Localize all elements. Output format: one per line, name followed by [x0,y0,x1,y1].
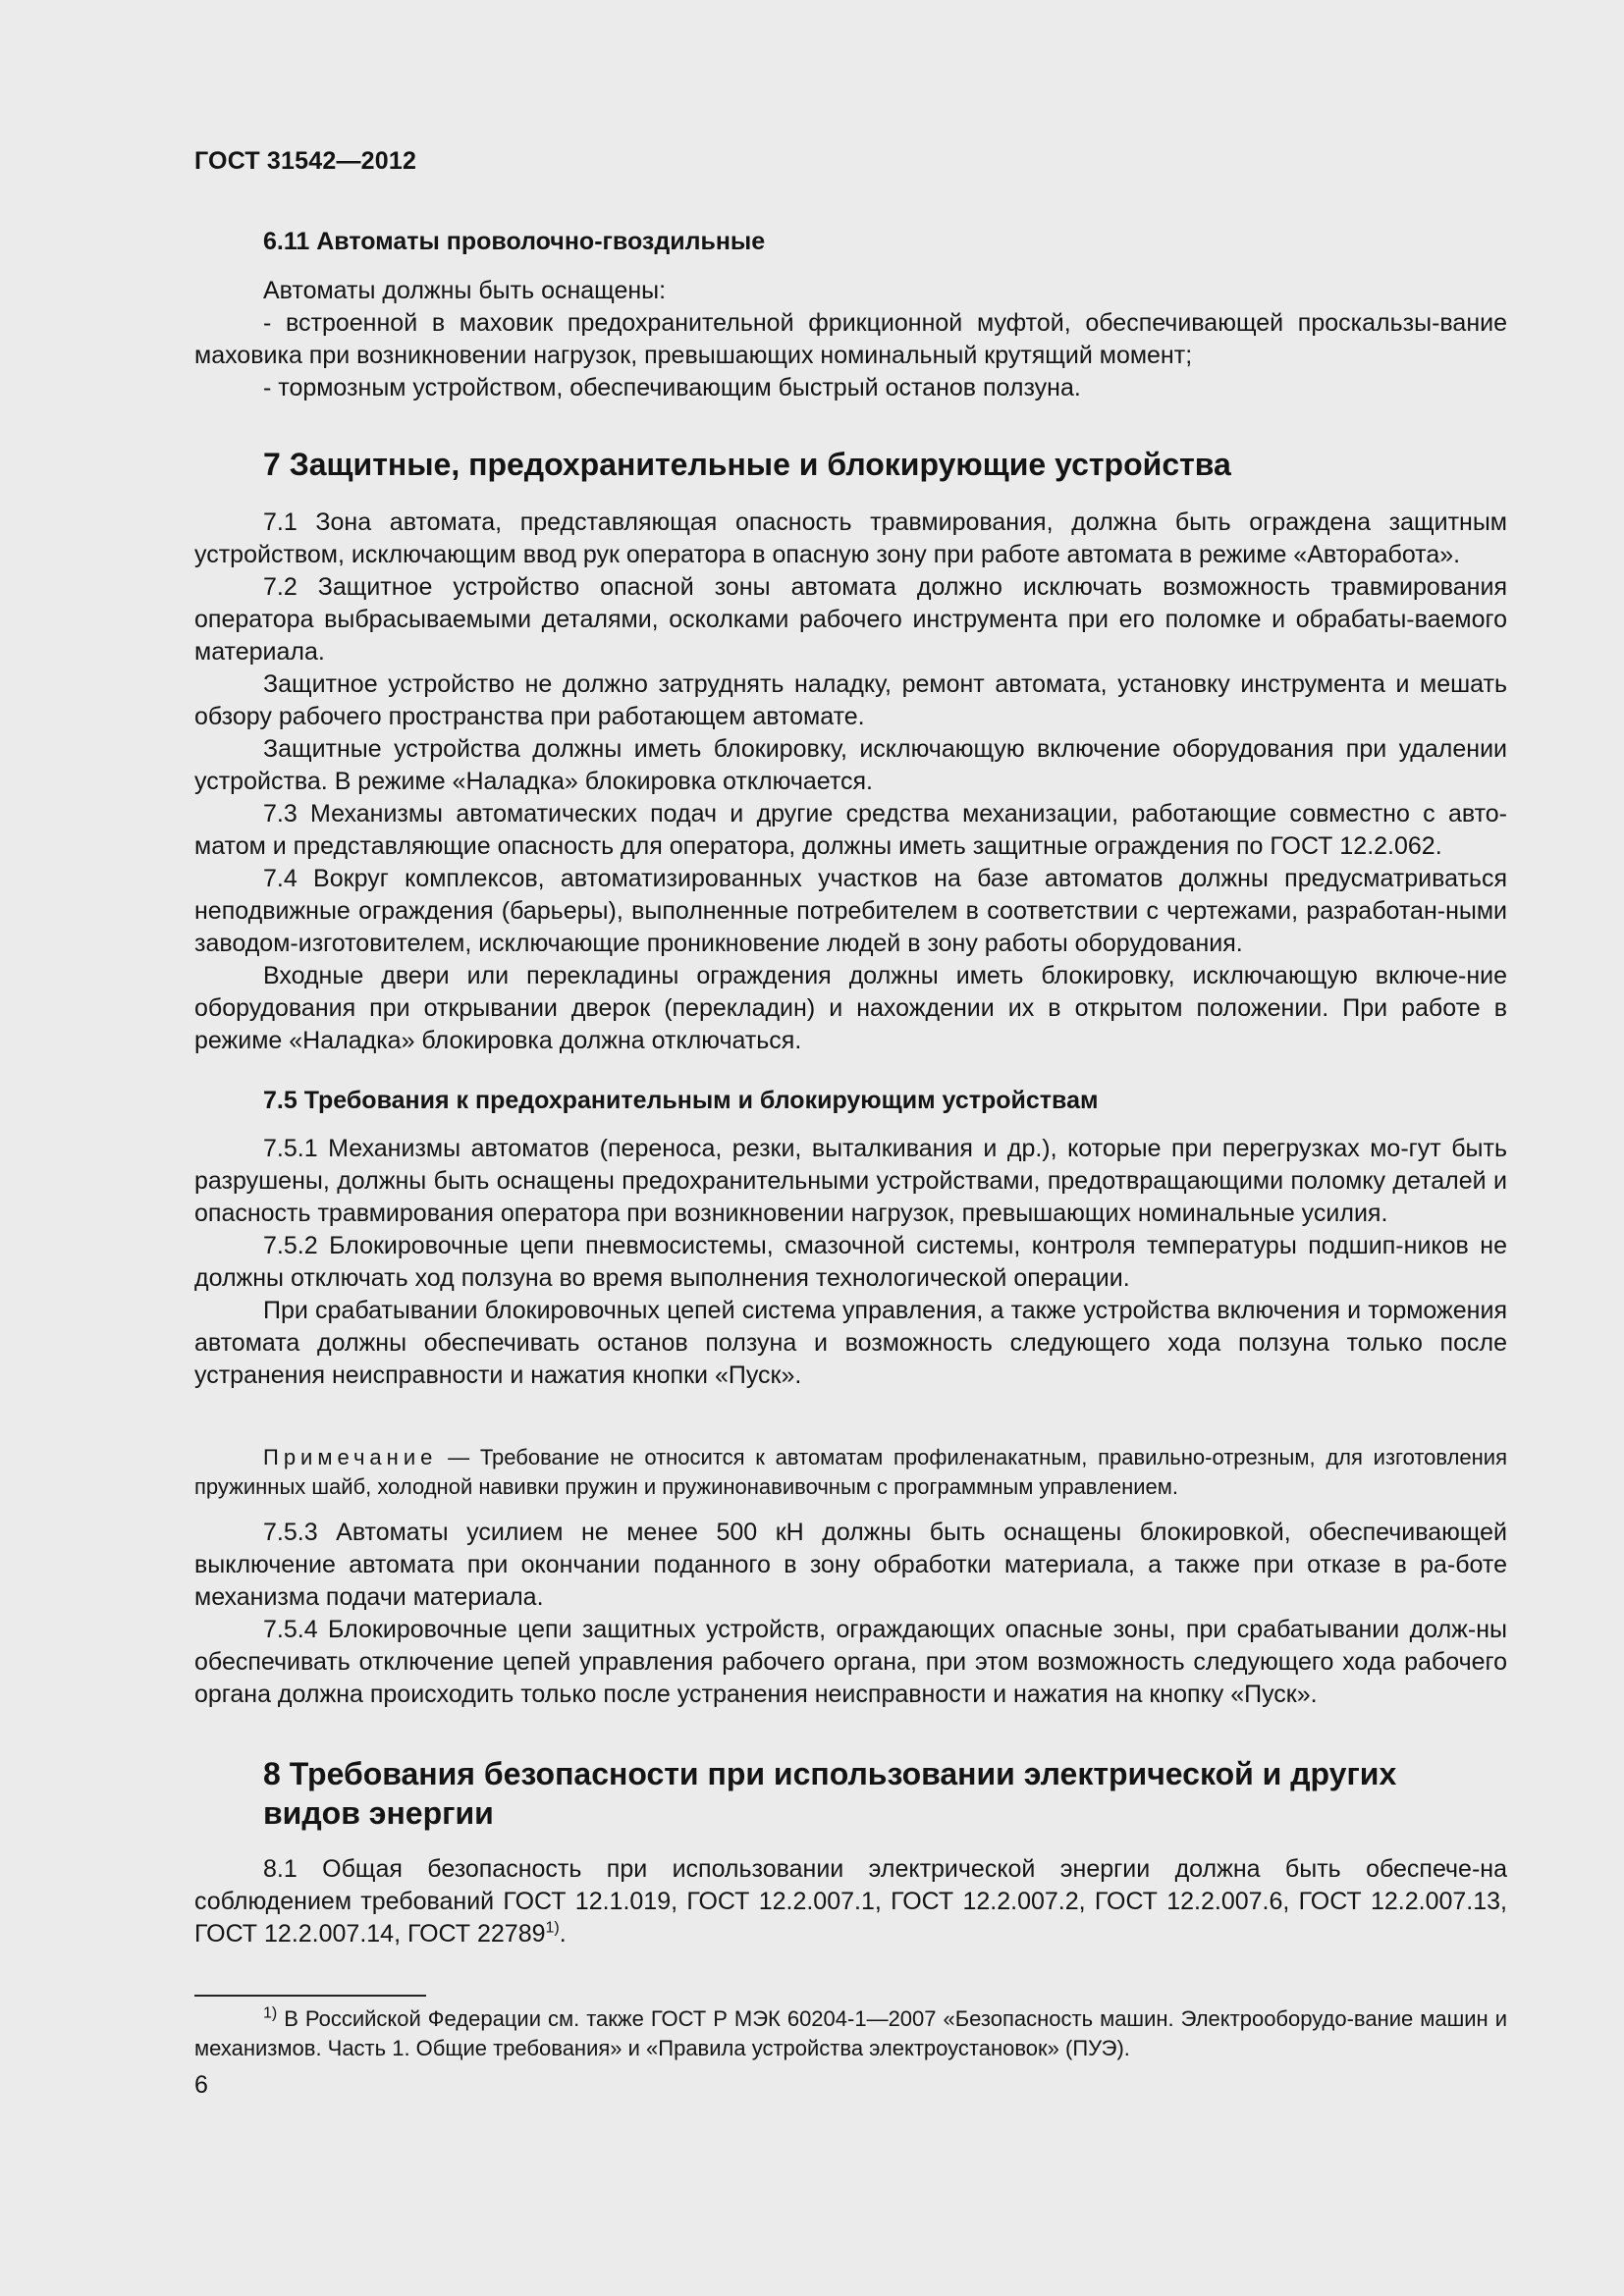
paragraph-end: . [559,1920,567,1948]
paragraph [194,1853,1507,1950]
paragraph: Защитное устройство не должно затруднять наладку, ремонт автомата, установку инструмента и мешать обзору рабочего пространства при работающем автомате. [194,670,1507,730]
paragraph-text: 8.1 Общая безопасность при использовании электрической энергии должна быть обеспече-на соблюдением требований ГОСТ 12.1.019, ГОСТ 12.2.007.1, ГОСТ 12.2.007.2, ГОСТ 12.2.007.6, ГОСТ 12.2.007.13, ГОСТ 12.2.007.14, ГОСТ 22789 [194,1855,1507,1948]
paragraph: - встроенной в маховик предохранительной фрикционной муфтой, обеспечивающей проскальзы-вание маховика при возникновении нагрузок, превышающих номинальный крутящий момент; [194,309,1507,369]
paragraph: 7.1 Зона автомата, представляющая опасность травмирования, должна быть ограждена защитным устройством, исключающим ввод рук оператора в опасную зону при работе автомата в режиме «Авторабота». [194,508,1507,568]
paragraph: 7.3 Механизмы автоматических подач и другие средства механизации, работающие совместно с авто-матом и представляющие опасность для оператора, должны иметь защитные ограждения по ГОСТ 12.2.062. [194,800,1507,860]
paragraph: Автоматы должны быть оснащены: [263,277,667,304]
section-8 [194,1754,1507,1833]
footnote-block [194,2004,1507,2063]
paragraph: Защитные устройства должны иметь блокировку, исключающую включение оборудования при удалении устройства. В режиме «Наладка» блокировка отключается. [194,735,1507,795]
section-8-heading-line1: 8 Требования безопасности при использовании электрической и других [263,1756,1397,1791]
section-6-11-body [194,275,1507,404]
footnote-text: В Российской Федерации см. также ГОСТ Р МЭК 60204-1—2007 «Безопасность машин. Электрооборудо-вание машин и механизмов. Часть 1. Общие требования» и «Правила устройства электроустановок» (ПУЭ). [194,2006,1507,2060]
section-7-body [194,507,1507,1057]
note [194,1443,1507,1502]
paragraph: 7.5.4 Блокировочные цепи защитных устройств, ограждающих опасные зоны, при срабатывании долж-ны обеспечивать отключение цепей управления рабочего органа, при этом возможность следующего хода рабочего органа должна происходить только после устранения неисправности и нажатия на кнопку «Пуск». [194,1616,1507,1708]
section-6-11 [194,228,1507,256]
paragraph: 7.4 Вокруг комплексов, автоматизированных участков на базе автоматов должны предусматриваться неподвижные ограждения (барьеры), выполненные потребителем в соответствии с чертежами, разработан-ными заводом-изготовителем, исключающие проникновение людей в зону работы оборудования. [194,865,1507,957]
section-7-5 [194,1087,1507,1115]
paragraph: 7.2 Защитное устройство опасной зоны автомата должно исключать возможность травмирования оператора выбрасываемыми деталями, осколками рабочего инструмента при его поломке и обрабаты-ваемого материала. [194,573,1507,666]
paragraph: Входные двери или перекладины ограждения должны иметь блокировку, исключающую включе-ние оборудования при открывании дверок (перекладин) и нахождении их в открытом положении. При работе в режиме «Наладка» блокировка должна отключаться. [194,962,1507,1054]
paragraph: 7.5.1 Механизмы автоматов (переноса, резки, выталкивания и др.), которые при перегрузках мо-гут быть разрушены, должны быть оснащены предохранительными устройствами, предотвращающими поломку деталей и опасность травмирования оператора при возникновении нагрузок, превышающих номинальные усилия. [194,1135,1507,1227]
section-7 [194,445,1507,484]
paragraph: При срабатывании блокировочных цепей система управления, а также устройства включения и торможения автомата должны обеспечивать останов ползуна и возможность следующего хода ползуна только после устранения неисправности и нажатия кнопки «Пуск». [194,1297,1507,1389]
paragraph: 7.5.3 Автоматы усилием не менее 500 кН должны быть оснащены блокировкой, обеспечивающей выключение автомата при окончании поданного в зону обработки материала, а также при отказе в ра-боте механизма подачи материала. [194,1519,1507,1611]
footnote-ref[interactable]: 1) [545,1919,560,1937]
section-7-5-body [194,1133,1507,1392]
paragraph: 7.5.2 Блокировочные цепи пневмосистемы, смазочной системы, контроля температуры подшип-ников не должны отключать ход ползуна во время выполнения технологической операции. [194,1232,1507,1292]
footnote-divider [194,1995,426,1997]
page-number: 6 [194,2071,208,2099]
section-8-heading-line2: видов энергии [263,1795,494,1831]
section-8-body [194,1853,1507,1950]
footnote [194,2004,1507,2063]
paragraph: - тормозным устройством, обеспечивающим быстрый останов ползуна. [263,374,1081,401]
note-label: Примечание [263,1445,438,1469]
section-6-11-heading: 6.11 Автоматы проволочно-гвоздильные [263,228,766,255]
standard-code: ГОСТ 31542—2012 [194,147,417,175]
section-7-5-heading: 7.5 Требования к предохранительным и блокирующим устройствам [263,1087,1099,1114]
note-block [194,1443,1507,1502]
footnote-marker: 1) [263,2004,278,2022]
section-7-5-body-cont [194,1517,1507,1711]
note-text: — Требование не относится к автоматам профиленакатным, правильно-отрезным, для изготовления пружинных шайб, холодной навивки пружин и пружинонавивочным с программным управлением. [194,1445,1507,1499]
section-7-heading: 7 Защитные, предохранительные и блокирующие устройства [263,447,1231,482]
